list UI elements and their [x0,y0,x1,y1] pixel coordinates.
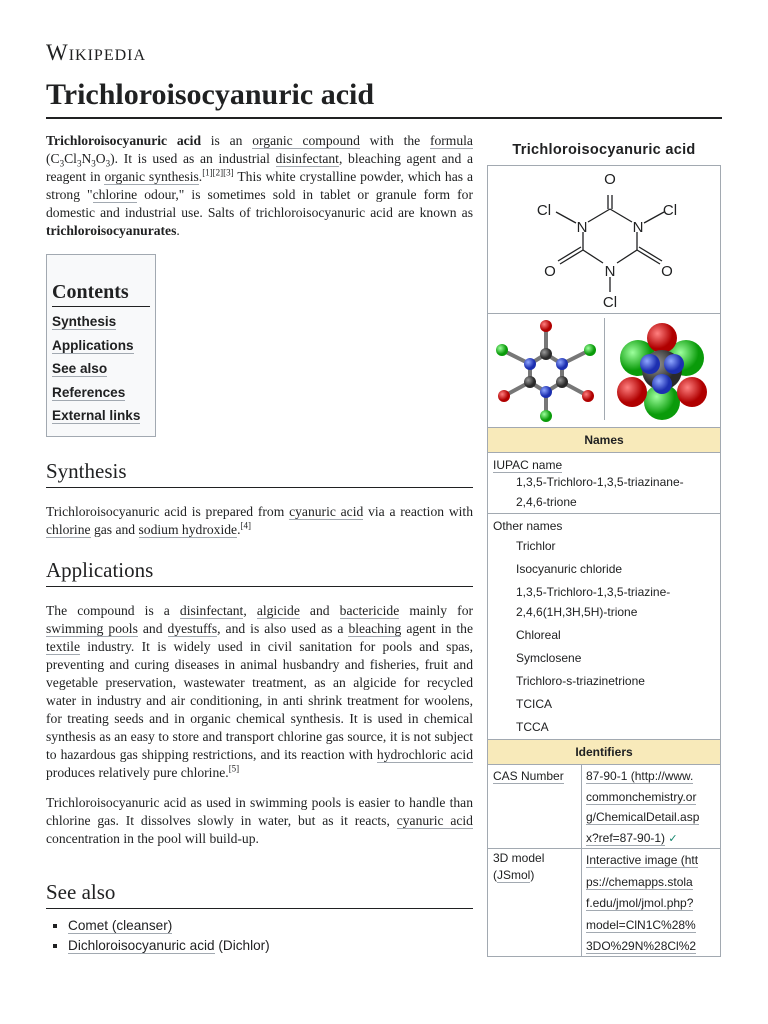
ball-and-stick-model-image[interactable] [490,314,604,426]
applications-paragraph-2: Trichloroisocyanuric acid as used in swimming pools is easier to handle than chlorine gas. It dissolves slowly in water, but as it reacts, cyanuric acid concentration in the pool will build-up. [46,795,473,846]
link-sodium-hydroxide[interactable]: sodium hydroxide [138,522,238,537]
lead-section [46,132,473,252]
other-name: TCCA [516,720,549,734]
formula-subscript: 3 [59,158,65,169]
toc-item-references[interactable]: References [52,384,126,400]
formula-subscript: 3 [105,158,111,169]
link-disinfectant[interactable]: disinfectant [179,603,244,618]
atom-label: Cl [536,202,552,219]
lead-paragraph [46,132,473,240]
skeletal-formula-image[interactable] [488,166,720,313]
link-algicide[interactable]: algicide [256,603,300,618]
other-name: Symclosene [516,651,582,665]
atom-label: O [661,263,673,280]
lead-text: with the [359,133,430,148]
toc-item-synthesis[interactable]: Synthesis [52,314,117,329]
other-name: Trichlor [516,539,556,553]
verified-check-icon: ✓ [668,832,678,845]
synthesis-paragraph: Trichloroisocyanuric acid is prepared from cyanuric acid via a reaction with chlorine gas and sodium hydroxide.[4] [46,504,473,537]
atom-label: N [604,263,616,280]
formula-element: N [81,151,92,166]
link-disinfectant[interactable]: disinfectant [275,151,339,166]
link-dyestuffs[interactable]: dyestuffs [167,621,218,636]
table-of-contents [46,254,156,437]
lead-text: . [176,223,180,238]
atom-label: Cl [602,294,618,311]
formula-subscript: 3 [76,158,82,169]
heading-synthesis: Synthesis [46,459,473,488]
other-name: TCICA [516,697,552,711]
lead-text: (C [46,151,60,166]
infobox [487,165,721,957]
formula-element: O [95,151,106,166]
link-organic-compound[interactable]: organic compound [252,133,360,148]
atom-label: N [576,219,588,236]
link-textile[interactable]: textile [46,639,80,654]
jsmol-link[interactable]: JSmol [497,868,531,882]
other-name: Chloreal [516,628,561,642]
cas-number-link[interactable]: 87-90-1 (http://www. commonchemistry.or g/ChemicalDetail.asp x?ref=87-90-1) ✓ [586,769,700,845]
lead-text: ). It is used as an industrial [110,151,276,166]
formula-subscript: 3 [91,158,96,169]
see-also-list [46,916,270,956]
link-hydrochloric-acid[interactable]: hydrochloric acid [376,747,473,762]
link-formula[interactable]: formula [429,133,473,148]
model-label: 3D model (JSmol) [493,851,545,882]
title-divider [46,117,722,119]
lead-text: is an [201,133,253,148]
other-names-list [516,536,670,737]
iupac-label: IUPAC name [493,458,563,472]
lead-text: odour," is sometimes sold in tablet or granule form for domestic and industrial use. Salts of trichloroisocyanuric acid are known as [46,187,473,220]
heading-see-also: See also [46,880,473,909]
other-name: Isocyanuric chloride [516,562,623,576]
link-cyanuric-acid[interactable]: cyanuric acid [396,813,473,828]
other-name: Trichloro-s-triazinetrione [516,674,645,688]
formula-element: Cl [64,151,77,166]
lead-text: . [198,169,203,184]
reference-link[interactable]: [4] [240,520,251,531]
iupac-name-value: 1,3,5-Trichloro-1,3,5-triazinane- 2,4,6-trione [516,475,684,509]
infobox-caption: Trichloroisocyanuric acid [512,142,696,158]
list-item [68,936,270,956]
space-filling-model-image[interactable] [606,314,718,426]
lead-bold-salts: trichloroisocyanurates [46,223,177,238]
atom-label: O [604,171,616,188]
cas-label[interactable]: CAS Number [493,769,564,783]
list-item [68,916,270,936]
toc-title: Contents [52,281,150,307]
atom-label: O [544,263,556,280]
heading-applications: Applications [46,558,473,587]
toc-item-external-links[interactable]: External links [52,408,141,423]
names-header: Names [488,427,720,452]
toc-item-applications[interactable]: Applications [52,337,134,353]
lead-bold-name: Trichloroisocyanuric acid [46,133,202,148]
atom-label: Cl [662,202,678,219]
wikipedia-logo[interactable]: Wikipedia [46,40,147,65]
reference-links[interactable]: [1][2][3] [202,167,234,178]
link-chlorine[interactable]: chlorine [92,187,138,202]
other-names-label: Other names [493,519,563,533]
applications-paragraph-1: The compound is a disinfectant, algicide and bactericide mainly for swimming pools and dyestuffs, and is also used as a bleaching agent in the textile industry. It is widely used in civil sanitation for pools and spas, preventing and curing diseases in animal husbandry and fisheries, fruit and vegetable preservation, wastewater treatment, as an algicide for recycled water in industry and air conditioning, in anti shrink treatment for woolens, for treating seeds and in organic chemical synthesis. It is used in chemical synthesis as an easy to store and transport chlorine gas source, it is not subject to hazardous gas shipping restrictions, and its reaction with hydrochloric acid produces relatively pure chlorine.[5] [46,603,474,780]
link-comet-cleanser[interactable]: Comet (cleanser) [68,918,173,933]
page-title: Trichloroisocyanuric acid [46,78,375,111]
other-name: 2,4,6(1H,3H,5H)-trione [516,605,638,619]
synthesis-section [46,503,473,551]
link-cyanuric-acid[interactable]: cyanuric acid [289,504,364,519]
applications-section [46,602,473,860]
divider [604,318,605,420]
link-chlorine[interactable]: chlorine [46,522,91,537]
atom-label: N [632,219,644,236]
interactive-image-link[interactable]: Interactive image (htt ps://chemapps.stola f.edu/jmol/jmol.php? model=ClN1C%28% 3DO%29N%28Cl%2 [586,853,699,953]
lead-text: This white crystalline powder, which has a strong " [46,169,474,202]
link-organic-synthesis[interactable]: organic synthesis [104,169,199,184]
identifiers-header: Identifiers [488,739,720,764]
other-name: 1,3,5-Trichloro-1,3,5-triazine- [516,585,671,599]
reference-link[interactable]: [5] [228,763,240,774]
link-swimming-pools[interactable]: swimming pools [46,621,138,636]
link-bleaching[interactable]: bleaching [348,621,402,636]
lead-text: , bleaching agent and a reagent in [46,151,473,184]
toc-item-see-also[interactable]: See also [52,361,108,376]
link-bactericide[interactable]: bactericide [339,603,400,618]
link-dichloroisocyanuric-acid[interactable]: Dichloroisocyanuric acid [68,938,215,953]
see-also-suffix: (Dichlor) [214,938,270,953]
